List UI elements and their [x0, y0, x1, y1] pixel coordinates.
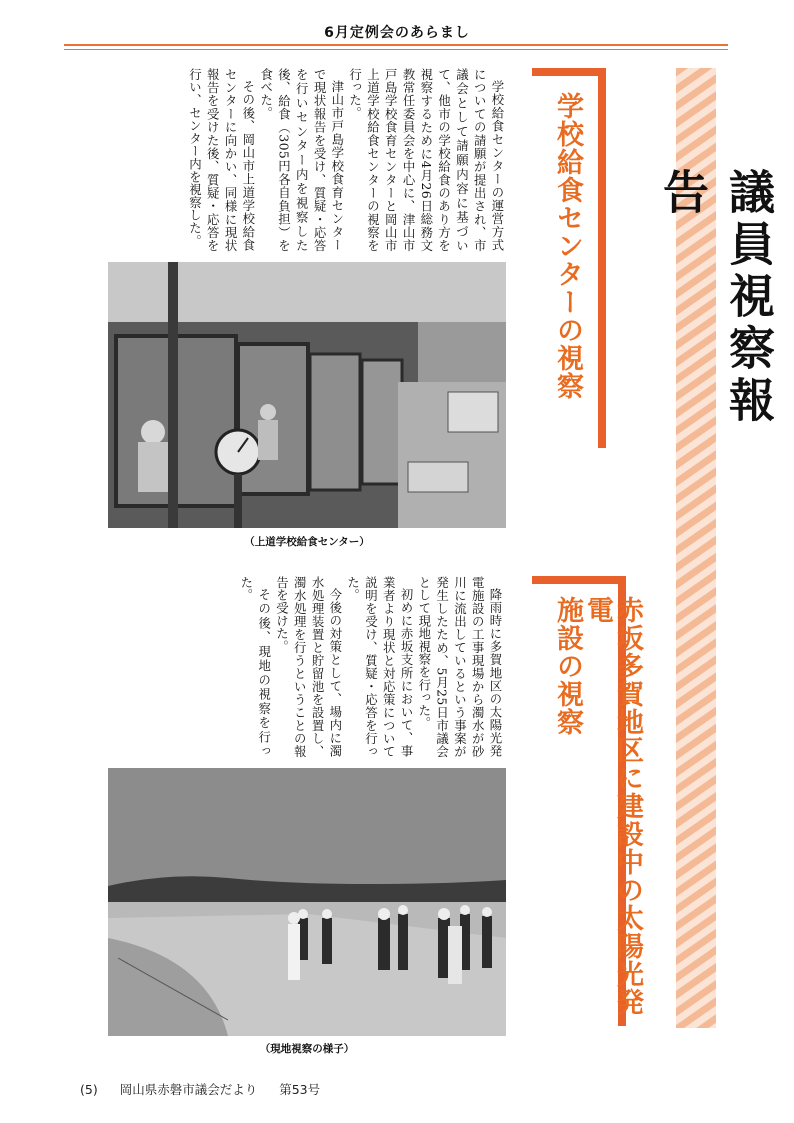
section2-photo-caption: （現地視察の様子） [259, 1043, 355, 1055]
section2-paragraph: その後、現地の視察を行った。 [238, 576, 272, 758]
section1-title: 学校給食センターの視察 [552, 92, 583, 400]
kitchen-photo-illustration [108, 262, 506, 528]
header-title: 6月定例会のあらまし [324, 25, 470, 41]
section1-accent-bar [532, 68, 606, 76]
section1-body [116, 68, 506, 252]
section2-paragraph: 降雨時に多賀地区の太陽光発電施設の工事現場から濁水が砂川に流出しているという事案が発生したため、5月25日市議会として現地視察を行った。 [416, 576, 503, 758]
section1-paragraph: 津山市戸島学校食育センターで現状報告を受け、質疑・応答を行いセンター内を視察した後、給食（305円各自負担）を食べた。 [258, 68, 345, 252]
section2-paragraph: 今後の対策として、場内に濁水処理装置と貯留池を設置し、濁水処理を行うということの報告を受けた。 [274, 576, 343, 758]
main-title: 議員視察報告 [656, 168, 776, 428]
section2-title-line1: 赤坂多賀地区に建設中の太陽光発電 [582, 596, 643, 1016]
issue-number: 第53号 [279, 1082, 321, 1097]
section2-paragraph: 初めに赤坂支所において、事業者より現状と対応策について説明を受け、質疑・応答を行った。 [345, 576, 415, 758]
header-rule-thin [64, 49, 728, 50]
section2-title [552, 596, 642, 1026]
section2-accent-bar [532, 576, 626, 584]
section1-paragraph: その後、岡山市上道学校給食センターに向かい、同様に現状報告を受けた後、質疑・応答を行い、センター内を視察した。 [187, 68, 256, 252]
section1-photo-caption: （上道学校給食センター） [244, 536, 370, 548]
kyushoku-center-photo [108, 262, 506, 528]
footer [80, 1080, 338, 1098]
site-visit-photo [108, 768, 506, 1036]
section1-paragraph: 学校給食センターの運営方式についての請願が提出され、市議会として請願内容に基づいて、他市の学校給食のあり方を視察するために4月26日総務文教常任委員会を中心に、津山市戸島学校食育センターと岡山市上道学校給食センターの視察を行った。 [347, 68, 505, 252]
section2-title-line2: 施設の視察 [552, 596, 583, 736]
section2-body [184, 576, 504, 758]
header-rule [64, 44, 728, 46]
construction-site-illustration [108, 768, 506, 1036]
section1-accent-bar-vertical [598, 68, 606, 448]
publication-name: 岡山県赤磐市議会だより [119, 1082, 258, 1097]
page-number: (5) [80, 1082, 98, 1097]
